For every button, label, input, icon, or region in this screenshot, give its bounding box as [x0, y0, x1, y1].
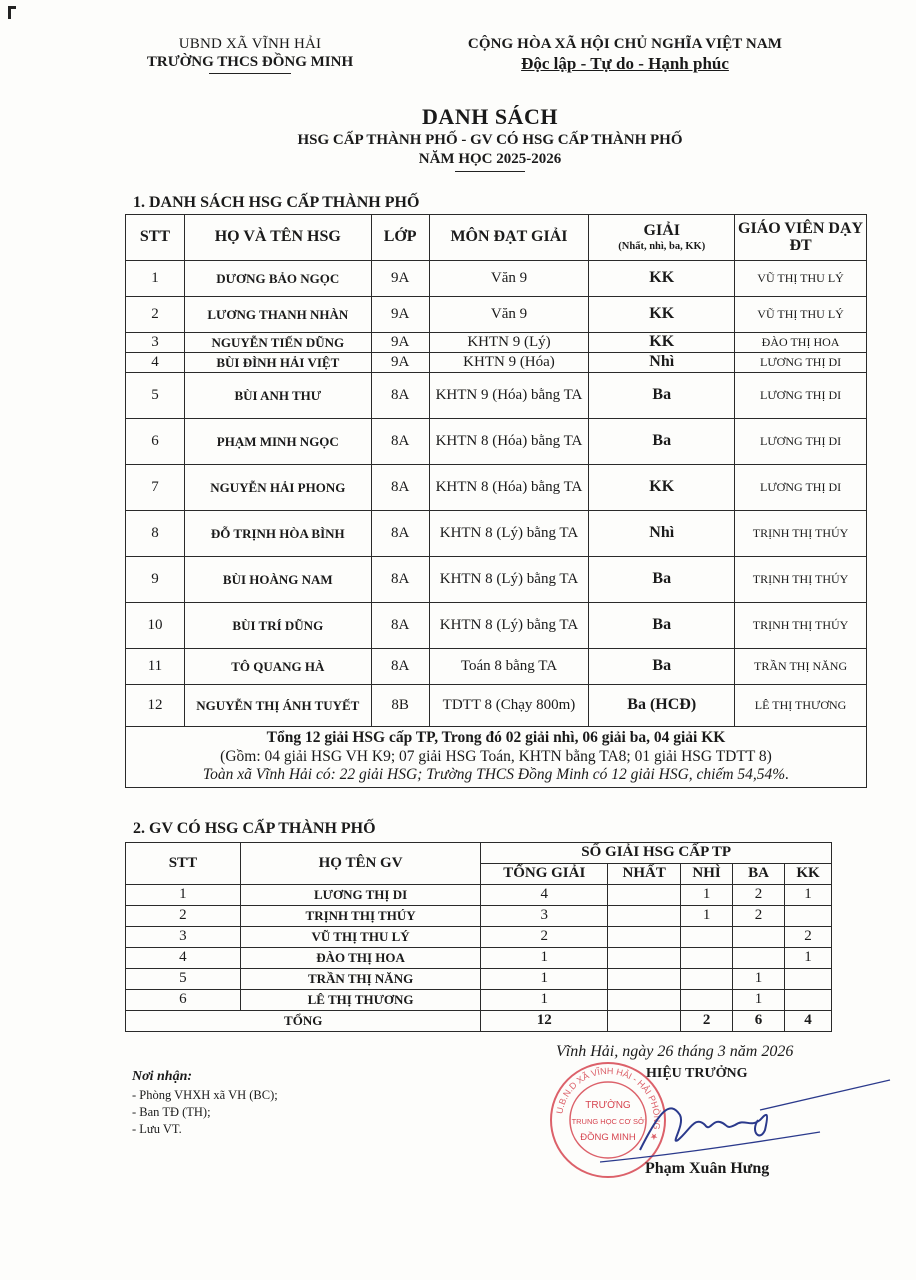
- scan-corner-mark: [8, 6, 16, 19]
- student-row: [126, 353, 867, 373]
- cell-third: 1: [733, 990, 785, 1011]
- svg-text:TRUNG HỌC CƠ SỞ: TRUNG HỌC CƠ SỞ: [571, 1117, 645, 1126]
- col-student-name: HỌ VÀ TÊN HSG: [184, 215, 371, 261]
- cell-first: [608, 885, 681, 906]
- cell-subject: Văn 9: [429, 297, 589, 333]
- section2-title: 2. GV CÓ HSG CẤP THÀNH PHỐ: [133, 820, 376, 837]
- cell-student-name: BÙI TRÍ DŨNG: [184, 603, 371, 649]
- teacher-row: [126, 906, 832, 927]
- cell-third: 1: [733, 969, 785, 990]
- national-header: [440, 36, 810, 74]
- cell-student-name: NGUYỄN TIẾN DŨNG: [184, 333, 371, 353]
- cell-class: 9A: [371, 261, 429, 297]
- col-prize-label: GIẢI: [643, 221, 680, 239]
- cell-teacher: VŨ THỊ THU LÝ: [735, 297, 867, 333]
- cell-class: 8B: [371, 685, 429, 727]
- cell-kk: 1: [785, 885, 832, 906]
- students-table: [125, 214, 867, 788]
- teacher-row: [126, 948, 832, 969]
- col-stt: STT: [126, 215, 185, 261]
- cell-teacher: VŨ THỊ THU LÝ: [735, 261, 867, 297]
- student-row: [126, 297, 867, 333]
- col-prize-sub: (Nhất, nhì, ba, KK): [618, 241, 706, 253]
- cell-second: [681, 969, 733, 990]
- student-row: [126, 465, 867, 511]
- cell-stt: 2: [126, 906, 241, 927]
- total-first: [608, 1011, 681, 1032]
- recipients-head: Nơi nhận:: [132, 1069, 193, 1084]
- section1-title: 1. DANH SÁCH HSG CẤP THÀNH PHỐ: [133, 194, 420, 211]
- cell-class: 8A: [371, 649, 429, 685]
- cell-student-name: BÙI ĐÌNH HẢI VIỆT: [184, 353, 371, 373]
- cell-kk: 1: [785, 948, 832, 969]
- cell-subject: KHTN 8 (Lý) bằng TA: [429, 511, 589, 557]
- cell-first: [608, 927, 681, 948]
- cell-third: 2: [733, 906, 785, 927]
- cell-prize: Ba: [589, 419, 735, 465]
- cell-third: [733, 927, 785, 948]
- cell-teacher-name: ĐÀO THỊ HOA: [240, 948, 481, 969]
- cell-kk: [785, 969, 832, 990]
- place-date: Vĩnh Hải, ngày 26 tháng 3 năm 2026: [556, 1043, 794, 1060]
- cell-prize: KK: [589, 261, 735, 297]
- cell-stt: 6: [126, 419, 185, 465]
- cell-stt: 7: [126, 465, 185, 511]
- cell-teacher-name: LƯƠNG THỊ DI: [240, 885, 481, 906]
- col-teacher: GIÁO VIÊN DẠY ĐT: [735, 215, 867, 261]
- cell-student-name: NGUYỄN HẢI PHONG: [184, 465, 371, 511]
- total-kk: 4: [785, 1011, 832, 1032]
- cell-prize: KK: [589, 333, 735, 353]
- document-title: [120, 104, 860, 172]
- cell-subject: KHTN 8 (Hóa) bằng TA: [429, 465, 589, 511]
- national-motto: Độc lập - Tự do - Hạnh phúc: [521, 54, 729, 73]
- recipient-item: - Ban TĐ (TH);: [132, 1104, 211, 1119]
- cell-class: 9A: [371, 353, 429, 373]
- teachers-table-header-1: [126, 843, 832, 864]
- student-row: [126, 261, 867, 297]
- cell-total: 1: [481, 948, 608, 969]
- cell-subject: KHTN 8 (Lý) bằng TA: [429, 603, 589, 649]
- teachers-table: [125, 842, 832, 1032]
- col-total: TỔNG GIẢI: [481, 864, 608, 885]
- cell-student-name: BÙI HOÀNG NAM: [184, 557, 371, 603]
- cell-total: 1: [481, 990, 608, 1011]
- students-table-header: [126, 215, 867, 261]
- cell-student-name: TÔ QUANG HÀ: [184, 649, 371, 685]
- cell-student-name: LƯƠNG THANH NHÀN: [184, 297, 371, 333]
- svg-text:ĐỒNG MINH: ĐỒNG MINH: [580, 1132, 636, 1143]
- cell-teacher: LƯƠNG THỊ DI: [735, 419, 867, 465]
- cell-teacher: ĐÀO THỊ HOA: [735, 333, 867, 353]
- cell-stt: 9: [126, 557, 185, 603]
- cell-stt: 1: [126, 885, 241, 906]
- recipients: [132, 1068, 278, 1138]
- cell-subject: KHTN 8 (Hóa) bằng TA: [429, 419, 589, 465]
- cell-teacher: LƯƠNG THỊ DI: [735, 353, 867, 373]
- summary-cell: [126, 727, 867, 788]
- cell-teacher: TRẦN THỊ NĂNG: [735, 649, 867, 685]
- cell-student-name: PHẠM MINH NGỌC: [184, 419, 371, 465]
- student-row: [126, 603, 867, 649]
- cell-teacher-name: VŨ THỊ THU LÝ: [240, 927, 481, 948]
- total-label: TỔNG: [126, 1011, 481, 1032]
- title-rule: [455, 171, 525, 172]
- teacher-row: [126, 990, 832, 1011]
- cell-stt: 1: [126, 261, 185, 297]
- cell-student-name: ĐỖ TRỊNH HÒA BÌNH: [184, 511, 371, 557]
- teacher-row: [126, 885, 832, 906]
- col-teacher-name: HỌ TÊN GV: [240, 843, 481, 885]
- svg-text:U.B.N.D XÃ VĨNH HẢI - HẢI PHÒN: U.B.N.D XÃ VĨNH HẢI - HẢI PHÒNG ★: [554, 1065, 663, 1143]
- cell-prize: KK: [589, 465, 735, 511]
- title-sub1: HSG CẤP THÀNH PHỐ - GV CÓ HSG CẤP THÀNH PHỐ: [297, 132, 683, 148]
- cell-prize: Ba: [589, 373, 735, 419]
- cell-class: 8A: [371, 511, 429, 557]
- cell-third: [733, 948, 785, 969]
- cell-stt: 4: [126, 353, 185, 373]
- cell-stt: 12: [126, 685, 185, 727]
- cell-stt: 3: [126, 927, 241, 948]
- cell-second: [681, 927, 733, 948]
- student-row: [126, 333, 867, 353]
- cell-stt: 6: [126, 990, 241, 1011]
- cell-second: [681, 948, 733, 969]
- col-kk: KK: [785, 864, 832, 885]
- cell-subject: TDTT 8 (Chạy 800m): [429, 685, 589, 727]
- signer-name: Phạm Xuân Hưng: [645, 1160, 770, 1177]
- national-title: CỘNG HÒA XÃ HỘI CHỦ NGHĨA VIỆT NAM: [467, 36, 783, 52]
- issuer-authority: UBND XÃ VĨNH HẢI: [178, 36, 322, 52]
- student-row: [126, 419, 867, 465]
- cell-class: 8A: [371, 465, 429, 511]
- summary-line2: (Gồm: 04 giải HSG VH K9; 07 giải HSG Toán, KHTN bằng TA8; 01 giải HSG TDTT 8): [220, 747, 772, 765]
- cell-subject: KHTN 9 (Lý): [429, 333, 589, 353]
- cell-stt: 4: [126, 948, 241, 969]
- cell-student-name: NGUYỄN THỊ ÁNH TUYẾT: [184, 685, 371, 727]
- cell-prize: Nhì: [589, 511, 735, 557]
- cell-first: [608, 906, 681, 927]
- student-row: [126, 511, 867, 557]
- col-group-prizes: SỐ GIẢI HSG CẤP TP: [481, 843, 832, 864]
- recipient-item: - Phòng VHXH xã VH (BC);: [132, 1087, 278, 1102]
- cell-class: 8A: [371, 373, 429, 419]
- cell-teacher: TRỊNH THỊ THÚY: [735, 603, 867, 649]
- cell-kk: [785, 906, 832, 927]
- cell-class: 8A: [371, 419, 429, 465]
- cell-subject: KHTN 9 (Hóa): [429, 353, 589, 373]
- issuer-school: TRƯỜNG THCS ĐỒNG MINH: [146, 54, 354, 70]
- cell-total: 2: [481, 927, 608, 948]
- cell-total: 1: [481, 969, 608, 990]
- cell-teacher: TRỊNH THỊ THÚY: [735, 557, 867, 603]
- col-second: NHÌ: [681, 864, 733, 885]
- cell-teacher-name: LÊ THỊ THƯƠNG: [240, 990, 481, 1011]
- cell-teacher: LƯƠNG THỊ DI: [735, 373, 867, 419]
- cell-subject: KHTN 8 (Lý) bằng TA: [429, 557, 589, 603]
- cell-first: [608, 990, 681, 1011]
- cell-teacher: LƯƠNG THỊ DI: [735, 465, 867, 511]
- cell-first: [608, 969, 681, 990]
- cell-prize: Ba: [589, 557, 735, 603]
- cell-kk: 2: [785, 927, 832, 948]
- summary-line1: Tổng 12 giải HSG cấp TP, Trong đó 02 giải nhì, 06 giải ba, 04 giải KK: [266, 729, 726, 746]
- title-sub2: NĂM HỌC 2025-2026: [418, 151, 562, 167]
- total-total: 12: [481, 1011, 608, 1032]
- cell-student-name: DƯƠNG BẢO NGỌC: [184, 261, 371, 297]
- cell-class: 8A: [371, 557, 429, 603]
- summary-row: [126, 727, 867, 788]
- cell-kk: [785, 990, 832, 1011]
- cell-class: 9A: [371, 333, 429, 353]
- cell-subject: Toán 8 bằng TA: [429, 649, 589, 685]
- total-third: 6: [733, 1011, 785, 1032]
- teacher-row: [126, 969, 832, 990]
- student-row: [126, 649, 867, 685]
- student-row: [126, 685, 867, 727]
- cell-prize: Nhì: [589, 353, 735, 373]
- recipient-item: - Lưu VT.: [132, 1121, 182, 1136]
- cell-second: 1: [681, 885, 733, 906]
- cell-first: [608, 948, 681, 969]
- cell-prize: KK: [589, 297, 735, 333]
- cell-stt: 10: [126, 603, 185, 649]
- header-rule: [209, 73, 291, 74]
- cell-stt: 8: [126, 511, 185, 557]
- cell-subject: KHTN 9 (Hóa) bằng TA: [429, 373, 589, 419]
- cell-stt: 2: [126, 297, 185, 333]
- cell-student-name: BÙI ANH THƯ: [184, 373, 371, 419]
- cell-subject: Văn 9: [429, 261, 589, 297]
- cell-teacher-name: TRỊNH THỊ THÚY: [240, 906, 481, 927]
- cell-stt: 11: [126, 649, 185, 685]
- cell-second: 1: [681, 906, 733, 927]
- student-row: [126, 373, 867, 419]
- total-second: 2: [681, 1011, 733, 1032]
- summary-line3: Toàn xã Vĩnh Hải có: 22 giải HSG; Trường THCS Đồng Minh có 12 giải HSG, chiếm 54,54%.: [202, 766, 790, 784]
- cell-class: 8A: [371, 603, 429, 649]
- cell-second: [681, 990, 733, 1011]
- cell-class: 9A: [371, 297, 429, 333]
- cell-stt: 5: [126, 373, 185, 419]
- cell-total: 3: [481, 906, 608, 927]
- col-prize: [589, 215, 735, 261]
- cell-teacher-name: TRẦN THỊ NĂNG: [240, 969, 481, 990]
- signer-title: HIỆU TRƯỞNG: [646, 1066, 748, 1081]
- cell-teacher: LÊ THỊ THƯƠNG: [735, 685, 867, 727]
- cell-prize: Ba (HCĐ): [589, 685, 735, 727]
- cell-teacher: TRỊNH THỊ THÚY: [735, 511, 867, 557]
- cell-total: 4: [481, 885, 608, 906]
- col-class: LỚP: [371, 215, 429, 261]
- issuer-header: [140, 36, 360, 74]
- cell-stt: 3: [126, 333, 185, 353]
- col-third: BA: [733, 864, 785, 885]
- title-main: DANH SÁCH: [422, 104, 558, 129]
- student-row: [126, 557, 867, 603]
- total-row: [126, 1011, 832, 1032]
- cell-stt: 5: [126, 969, 241, 990]
- svg-text:TRƯỜNG: TRƯỜNG: [585, 1100, 631, 1111]
- cell-prize: Ba: [589, 649, 735, 685]
- col-stt: STT: [126, 843, 241, 885]
- cell-third: 2: [733, 885, 785, 906]
- cell-prize: Ba: [589, 603, 735, 649]
- col-first: NHẤT: [608, 864, 681, 885]
- col-subject: MÔN ĐẠT GIẢI: [429, 215, 589, 261]
- teacher-row: [126, 927, 832, 948]
